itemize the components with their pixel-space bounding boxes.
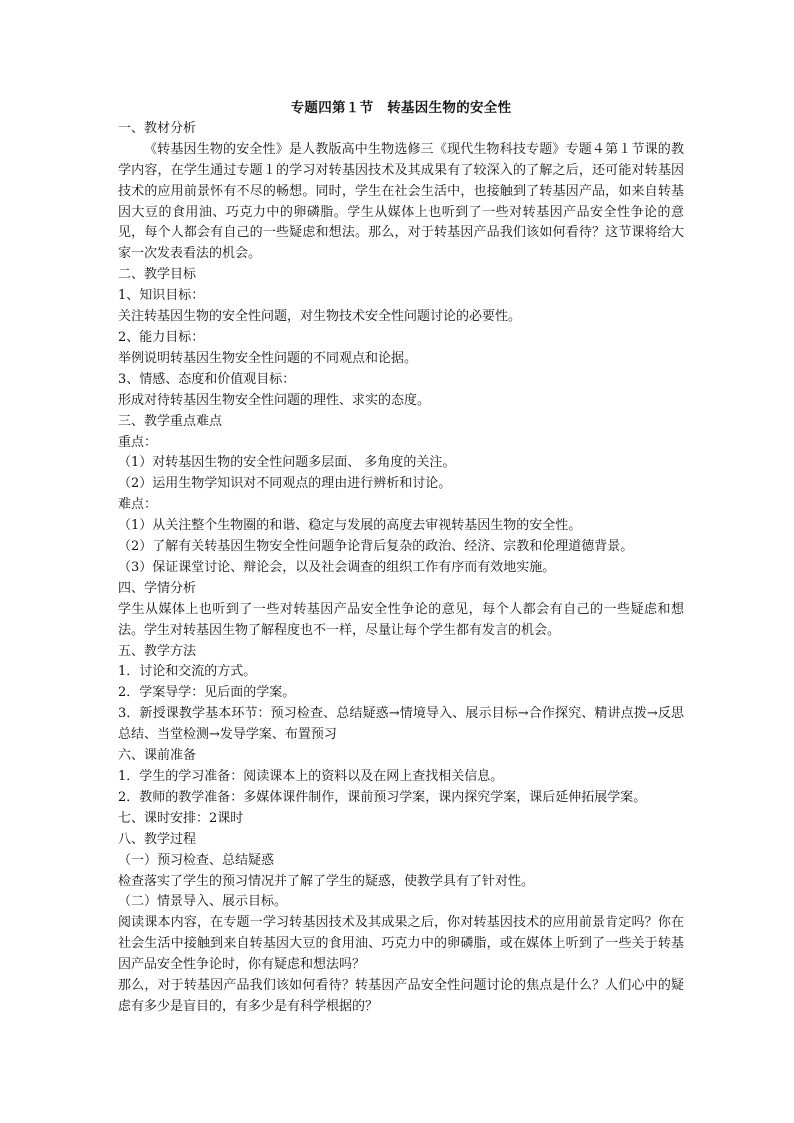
ability-goal-label: 2、能力目标： xyxy=(118,329,205,345)
textbook-analysis-paragraph: 《转基因生物的安全性》是人教版高中生物选修三《现代生物科技专题》专题４第１节课的教学内容，在学生通过专题１的学习对转基因技术及其成果有了较深入的了解之后，还可能对转基因技术的应用前景怀有不尽的畅想。同时，学生在社会生活中，也接触到了转基因产品，如来自转基因大豆的食用油、巧克力中的卵磷脂。学生从媒体上也听到了一些对转基因产品安全性争论的意见，每个人都会有自己的一些疑虑和想法。那么，对于转基因产品我们该如何看待？这节课将给大家一次发表看法的机会。 xyxy=(118,141,684,262)
section-heading-teaching-process: 八、教学过程 xyxy=(118,831,197,847)
key-point-item: （1）对转基因生物的安全性问题多层面、 多角度的关注。 xyxy=(118,455,456,471)
section-heading-student-analysis: 四、学情分析 xyxy=(118,580,197,596)
preparation-item: 1．学生的学习准备：阅读课本上的资料以及在网上查找相关信息。 xyxy=(118,769,504,784)
method-item: 3．新授课教学基本环节：预习检查、总结疑惑→情境导入、展示目标→合作探究、精讲点拨→反思总结、当堂检测→发导学案、布置预习 xyxy=(118,706,684,743)
process-step-text: 那么，对于转基因产品我们该如何看待？转基因产品安全性问题讨论的焦点是什么？人们心中的疑虑有多少是盲目的，有多少是有科学根据的？ xyxy=(118,978,684,1014)
difficult-points-label: 难点： xyxy=(118,497,158,513)
process-step-text: 检查落实了学生的预习情况并了解了学生的疑惑，使教学具有了针对性。 xyxy=(118,873,535,889)
knowledge-goal-label: 1、知识目标： xyxy=(118,288,205,304)
ability-goal-text: 举例说明转基因生物安全性问题的不同观点和论据。 xyxy=(118,350,418,366)
knowledge-goal-text: 关注转基因生物的安全性问题，对生物技术安全性问题讨论的必要性。 xyxy=(118,309,522,325)
key-points-label: 重点： xyxy=(118,434,158,450)
emotion-goal-text: 形成对待转基因生物安全性问题的理性、求实的态度。 xyxy=(118,392,431,408)
section-heading-key-difficult-points: 三、教学重点难点 xyxy=(118,413,223,429)
student-analysis-paragraph: 学生从媒体上也听到了一些对转基因产品安全性争论的意见，每个人都会有自己的一些疑虑和想法。学生对转基因生物了解程度也不一样，尽量让每个学生都有发言的机会。 xyxy=(118,601,684,638)
difficult-point-item: （1）从关注整个生物圈的和谐、稳定与发展的高度去审视转基因生物的安全性。 xyxy=(118,518,582,534)
key-point-item: （2）运用生物学知识对不同观点的理由进行辨析和讨论。 xyxy=(118,476,452,492)
document-page xyxy=(118,98,684,1018)
section-heading-teaching-methods: 五、教学方法 xyxy=(118,643,197,659)
section-heading-schedule: 七、课时安排：2课时 xyxy=(118,810,244,826)
section-heading-preparation: 六、课前准备 xyxy=(118,748,197,764)
emotion-goal-label: 3、情感、态度和价值观目标： xyxy=(118,371,296,387)
difficult-point-item: （3）保证课堂讨论、辩论会，以及社会调查的组织工作有序而有效地实施。 xyxy=(118,559,556,575)
preparation-item: 2．教师的教学准备：多媒体课件制作，课前预习学案，课内探究学案，课后延伸拓展学案。 xyxy=(118,789,647,805)
section-heading-teaching-goals: 二、教学目标 xyxy=(118,267,197,283)
process-step-text: 阅读课本内容，在专题一学习转基因技术及其成果之后，你对转基因技术的应用前景肯定吗？你在社会生活中接触到来自转基因大豆的食用油、巧克力中的卵磷脂，或在媒体上听到了一些关于转基因产品安全性争论时，你有疑虑和想法吗？ xyxy=(118,915,684,973)
method-item: 2．学案导学：见后面的学案。 xyxy=(118,685,296,701)
section-heading-textbook-analysis: 一、教材分析 xyxy=(118,120,197,136)
process-step-label: （二）情景导入、展示目标。 xyxy=(118,894,288,910)
process-step-label: （一）预习检查、总结疑惑 xyxy=(118,852,275,868)
page-title: 专题四第１节 转基因生物的安全性 xyxy=(290,100,512,116)
method-item: 1．讨论和交流的方式。 xyxy=(118,664,257,680)
difficult-point-item: （2）了解有关转基因生物安全性问题争论背后复杂的政治、经济、宗教和伦理道德背景。 xyxy=(118,539,634,555)
